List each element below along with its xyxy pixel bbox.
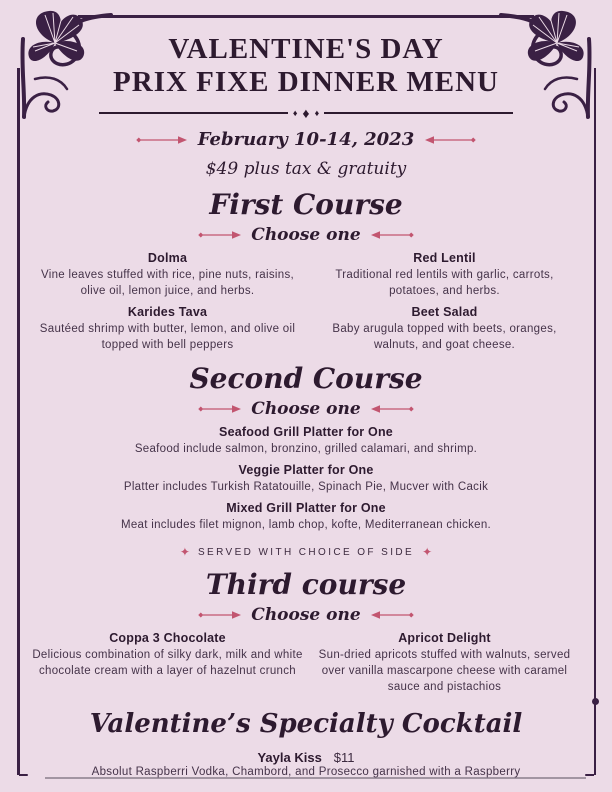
menu-item	[0, 425, 612, 457]
choose-one-label: Choose one	[251, 399, 361, 419]
side-footnote	[0, 545, 612, 559]
arrow-left-icon	[370, 230, 414, 240]
second-course-list	[0, 425, 612, 533]
sparkle-icon: ✦	[422, 545, 433, 559]
dish-description: Vine leaves stuffed with rice, pine nuts, raisins, olive oil, lemon juice, and herbs.	[40, 269, 294, 297]
choose-one-label: Choose one	[251, 225, 361, 245]
dish-description: Baby arugula topped with beets, oranges, walnuts, and goat cheese.	[332, 323, 557, 351]
date-row	[0, 129, 612, 150]
menu-item	[0, 463, 612, 495]
dish-description: Delicious combination of silky dark, milk and white chocolate cream with a layer of hazelnut crunch	[32, 649, 303, 677]
menu-item	[32, 631, 303, 695]
cocktail-price: $11	[333, 750, 355, 765]
dish-description: Sautéed shrimp with butter, lemon, and olive oil topped with bell peppers	[39, 323, 296, 351]
dish-description: Seafood include salmon, bronzino, grilled calamari, and shrimp.	[134, 443, 478, 455]
cocktail-heading: Valentine’s Specialty Cocktail	[89, 709, 523, 739]
dish-description: Sun-dried apricots stuffed with walnuts, served over vanilla mascarpone cheese with caramel sauce and pistachios	[318, 649, 571, 693]
price-note: $49 plus tax & gratuity	[205, 159, 407, 179]
sparkle-icon: ✦	[179, 545, 190, 559]
arrow-right-icon	[198, 404, 242, 414]
dish-name: Mixed Grill Platter for One	[226, 501, 386, 515]
dish-name: Veggie Platter for One	[238, 463, 374, 477]
cocktail-name-row	[0, 750, 612, 765]
section-heading-first-course: First Course	[209, 188, 403, 221]
dish-name: Karides Tava	[127, 305, 208, 319]
dish-name: Seafood Grill Platter for One	[219, 425, 393, 439]
dish-name: Dolma	[147, 251, 188, 265]
side-footnote-text: SERVED WITH CHOICE OF SIDE	[197, 546, 415, 558]
diamond-icon: ♦	[292, 107, 298, 118]
third-course-grid	[32, 631, 580, 695]
dish-name: Red Lentil	[413, 251, 476, 265]
first-course-grid	[32, 251, 580, 353]
dish-name: Beet Salad	[411, 305, 478, 319]
divider-rule	[99, 112, 288, 114]
arrow-right-icon	[198, 230, 242, 240]
menu-item	[309, 305, 580, 353]
section-heading-third-course: Third course	[205, 568, 407, 601]
menu-item	[309, 631, 580, 695]
menu-item	[32, 305, 303, 353]
arrow-right-icon	[198, 610, 242, 620]
arrow-left-icon	[370, 404, 414, 414]
menu-item	[0, 501, 612, 533]
title-divider	[99, 106, 513, 120]
cocktail-name: Yayla Kiss	[257, 750, 322, 765]
cocktail-description: Absolut Raspberri Vodka, Chambord, and Prosecco garnished with a Raspberry	[91, 766, 521, 778]
choose-one-row	[0, 605, 612, 625]
menu-item	[309, 251, 580, 299]
arrow-left-icon	[370, 610, 414, 620]
menu-item	[32, 251, 303, 299]
dish-description: Meat includes filet mignon, lamb chop, kofte, Mediterranean chicken.	[120, 519, 492, 531]
arrow-right-icon	[136, 135, 188, 145]
page-title-line1: VALENTINE'S DAY	[168, 33, 444, 65]
divider-rule	[324, 112, 513, 114]
section-heading-second-course: Second Course	[189, 362, 423, 395]
diamond-icon: ♦	[302, 105, 310, 121]
dish-description: Traditional red lentils with garlic, carrots, potatoes, and herbs.	[335, 269, 554, 297]
arrow-left-icon	[424, 135, 476, 145]
choose-one-row	[0, 225, 612, 245]
dish-description: Platter includes Turkish Ratatouille, Spinach Pie, Mucver with Cacik	[123, 481, 489, 493]
diamond-icon: ♦	[314, 107, 320, 118]
dish-name: Coppa 3 Chocolate	[109, 631, 226, 645]
choose-one-label: Choose one	[251, 605, 361, 625]
page-title-line2: PRIX FIXE DINNER MENU	[113, 66, 499, 98]
dish-name: Apricot Delight	[398, 631, 491, 645]
date-range: February 10-14, 2023	[197, 129, 415, 150]
choose-one-row	[0, 399, 612, 419]
